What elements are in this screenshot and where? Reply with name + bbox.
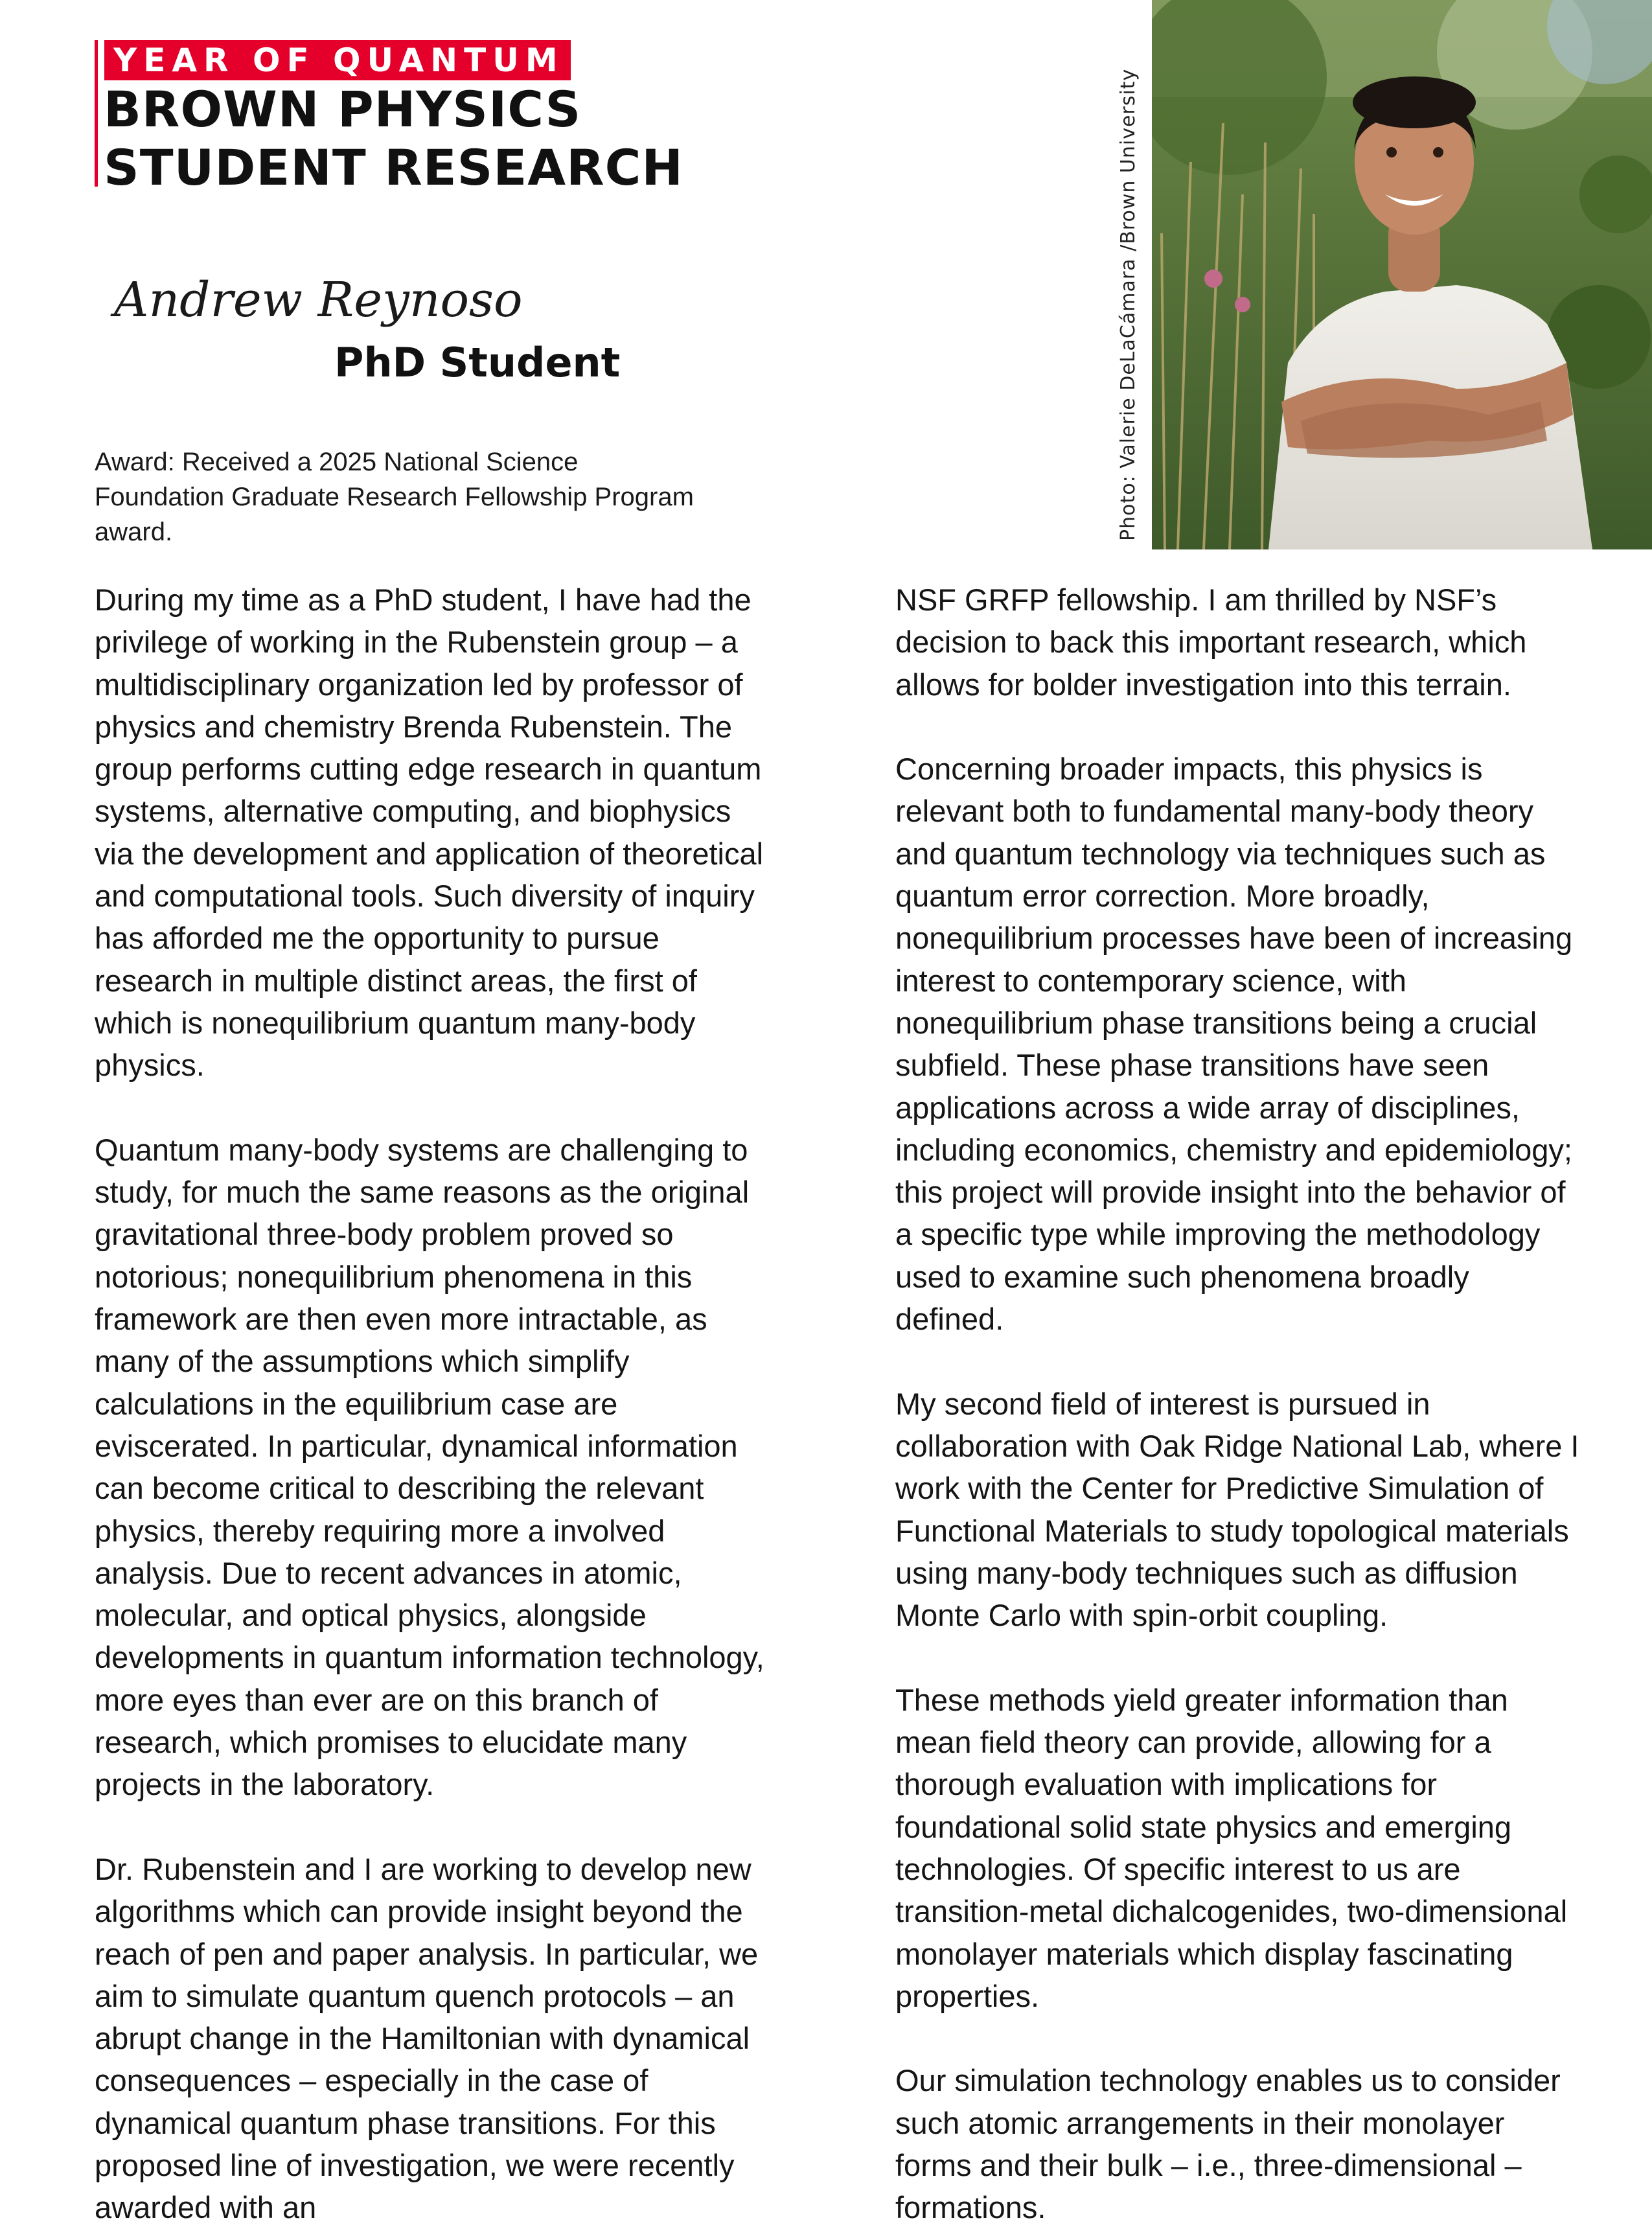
paragraph: Our simulation technology enables us to consider such atomic arrangements in their monolayer forms and their bulk – i.e., three-dimensional – formations. <box>895 2063 1561 2225</box>
paragraph: NSF GRFP fellowship. I am thrilled by NSF’s decision to back this important research, which allows for bolder investigation into this terrain. <box>895 583 1527 702</box>
paragraph: Quantum many-body systems are challenging to study, for much the same reasons as the original gravitational three-body problem proved so notorious; nonequilibrium phenomena in this framework are then even more intractable, as many of the assumptions which simplify calculations in the equilibrium case are eviscerated. In particular, dynamical information can become critical to describing the relevant physics, thereby requiring more a involved analysis. Due to recent advances in atomic, molecular, and optical physics, alongside developments in quantum information technology, more eyes than ever are on this branch of research, which promises to elucidate many projects in the laboratory. <box>95 1132 764 1802</box>
portrait-illustration <box>1152 0 1652 549</box>
student-name: Andrew Reynoso <box>114 272 523 328</box>
kicker-banner: YEAR OF QUANTUM <box>104 40 571 80</box>
title-line-1: BROWN PHYSICS <box>104 80 582 138</box>
page-title <box>104 80 683 197</box>
paragraph: During my time as a PhD student, I have had the privilege of working in the Rubenstein group – a multidisciplinary organization led by professor of physics and chemistry Brenda Rubenstein. The group performs cutting edge research in quantum systems, alternative computing, and biophysics via the development and application of theoretical and computational tools. Such diversity of inquiry has afforded me the opportunity to pursue research in multiple distinct areas, the first of which is nonequilibrium quantum many-body physics. <box>95 583 764 1083</box>
paragraph: Concerning broader impacts, this physics is relevant both to fundamental many-body theory and quantum technology via techniques such as quantum error correction. More broadly, nonequilibrium processes have been of increasing interest to contemporary science, with nonequilibrium phase transitions being a crucial subfield. These phase transitions have seen applications across a wide array of disciplines, including economics, chemistry and epidemiology; this project will provide insight into the behavior of a specific type while improving the methodology used to examine such phenomena broadly defined. <box>895 752 1573 1337</box>
award-text: Award: Received a 2025 National Science Foundation Graduate Research Fellowship Program award. <box>95 448 694 546</box>
article-column-right <box>895 579 1582 2229</box>
article-column-left <box>95 579 768 2229</box>
paragraph: My second field of interest is pursued in collaboration with Oak Ridge National Lab, where I work with the Center for Predictive Simulation of Functional Materials to study topological materials using many-body techniques such as diffusion Monte Carlo with spin-orbit coupling. <box>895 1386 1579 1633</box>
paragraph: These methods yield greater information than mean field theory can provide, allowing for a thorough evaluation with implications for foundational solid state physics and emerging technologies. Of specific interest to us are transition-metal dichalcogenides, two-dimensional monolayer materials which display fascinating properties. <box>895 1682 1568 2013</box>
title-line-2: STUDENT RESEARCH <box>104 139 684 196</box>
photo-credit: Photo: Valerie DeLaCámara /Brown University <box>1117 68 1140 541</box>
portrait-photo <box>1152 0 1652 549</box>
paragraph: Dr. Rubenstein and I are working to develop new algorithms which can provide insight beyond the reach of pen and paper analysis. In particular, we aim to simulate quantum quench protocols – an abrupt change in the Hamiltonian with dynamical consequences – especially in the case of dynamical quantum phase transitions. For this proposed line of investigation, we were recently awarded with an <box>95 1851 759 2225</box>
student-role: PhD Student <box>334 339 621 386</box>
accent-bar <box>95 40 98 187</box>
